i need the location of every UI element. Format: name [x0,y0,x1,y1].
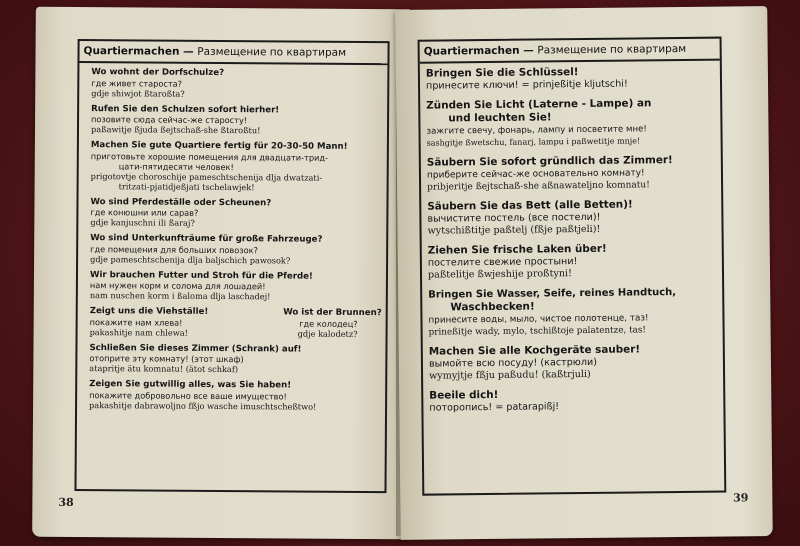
phrase-russian: покажите добровольно все ваше имущество! [89,389,287,401]
phrase-russian: зажгите свечу, фонарь, лампу и посветите мне! [426,124,647,137]
phrase-russian-line1: приготовьте хорошие помещения для двадцати-трид- [90,150,329,163]
phrase-russian: нам нужен корм и солома для лошадей! [89,280,266,292]
left-page-header [79,41,387,65]
phrase-entry [428,242,718,282]
phrase-transliteration: paßawitje ßjuda ßejtschaß-she ßtaroßtu! [90,124,261,136]
phrase-german: Bringen Sie die Schlüssel! [425,66,579,80]
phrase-transliteration: pakashitje nam chlewa! [89,326,188,338]
phrase-german: Bringen Sie Wasser, Seife, reines Handtuch, [428,287,677,301]
page-number-right: 39 [732,491,749,505]
phrase-german-line2: Waschbecken! [450,300,535,314]
phrase-transliteration: wytschißtitje paßtelj (fßje paßtjeli)! [427,223,601,237]
phrase-transliteration: wymyjtje fßju paßudu! (kaßtrjuli) [429,368,591,382]
phrase-german: Rufen Sie den Schulzen sofort hierher! [91,103,280,115]
phrase-german: Zeigt uns die Viehställe! [89,306,209,317]
phrase-entry [429,387,719,415]
phrase-entry-double [90,306,382,339]
phrase-russian: покажите нам хлева! [89,316,183,328]
phrase-russian: вымойте всю посуду! (кастрюли) [428,356,598,370]
left-phrase-list [89,67,383,418]
phrase-entry [91,140,383,193]
phrase-entry [90,233,382,266]
open-booklet [12,8,788,538]
header-german: Quartiermachen — [423,44,534,58]
right-page-header [420,39,720,64]
phrase-entry [90,197,382,230]
phrase-transliteration: prineßitje wady, mylo, tschißtoje palatentze, tas! [428,325,646,338]
phrase-russian: принесите ключи! = prinjeßitje kljutschi! [425,78,628,92]
phrase-entry [89,343,381,376]
phrase-german-b: Wo ist der Brunnen? [283,307,382,319]
phrase-entry [429,343,719,383]
header-russian: Размещение по квартирам [537,42,687,57]
phrase-russian: где конюшни или сарав? [90,207,199,218]
phrase-german-line2: und leuchten Sie! [448,111,552,125]
phrase-transliteration: pribjeritje ßejtschaß-she aßnawateljno komnatu! [427,180,650,193]
phrase-transliteration-b: gdje kalodetz? [297,328,358,339]
phrase-transliteration: paßtelitje ßwjeshije proßtyni! [427,268,573,281]
phrase-transliteration-line2: tritzati-pjatidjeßjati tschelawjek! [118,180,255,192]
phrase-russian: где помещения для больших повозок? [90,243,258,255]
phrase-russian-line2: цати-пятидесяти человек! [118,160,234,172]
phrase-german: Wo wohnt der Dorfschulze? [91,67,225,79]
phrase-russian: позовите сюда сейчас-же старосту! [91,114,248,126]
phrase-russian: отоприте эту комнату! (этот шкаф) [89,353,244,365]
phrase-russian: приберите сейчас-же основательно комнату! [426,168,645,181]
phrase-russian-b: где колодец? [299,318,358,329]
header-german: Quartiermachen — [83,45,194,58]
phrase-transliteration: prigotovtje choroschije pameschtschenija dlja dwatzati- [90,170,323,183]
phrase-transliteration: pakashitje dabrawoljno fßjo wasche imuschtscheßtwo! [89,399,317,412]
phrase-russian: вычистите постель (все постели)! [427,211,601,225]
page-left [32,7,410,540]
phrase-row [90,327,382,339]
phrase-transliteration: gdje pameschtschenija dlja baljschich pawosok? [90,253,291,265]
right-page-frame [418,37,727,496]
right-phrase-list [426,65,720,422]
left-page-frame [74,39,389,493]
phrase-german: Säubern Sie sofort gründlich das Zimmer! [426,154,673,169]
phrase-german: Zeigen Sie gutwillig alles, was Sie haben! [89,379,292,391]
phrase-german: Ziehen Sie frische Laken über! [427,242,607,257]
phrase-entry [427,154,717,194]
phrase-german: Wo sind Unterkunfträume für große Fahrzeuge? [90,233,323,245]
phrase-german: Machen Sie gute Quartiere fertig für 20-30-50 Mann! [90,140,348,152]
phrase-entry [426,65,716,93]
phrase-german: Schließen Sie dieses Zimmer (Schrank) auf! [89,342,302,355]
page-right [395,6,773,540]
phrase-entry [426,97,717,150]
phrase-transliteration: atapritje ätu komnatu! (ätot schkaf) [89,363,239,375]
phrase-russian: потoропись! = patarapißj! [429,401,560,414]
phrase-german: Beeile dich! [429,388,499,402]
phrase-entry [427,198,717,238]
phrase-transliteration: gdje shiwjot ßtaroßta? [91,87,185,99]
page-number-left: 38 [58,495,74,509]
phrase-entry [91,104,383,137]
phrase-german: Zünden Sie Licht (Laterne - Lampe) an [426,97,652,112]
phrase-russian: где живет староста? [91,77,183,89]
phrase-german: Wir brauchen Futter und Stroh für die Pferde! [89,269,313,282]
phrase-entry [89,379,381,412]
phrase-transliteration: gdje kanjuschni ili ßaraj? [90,217,195,228]
phrase-german: Wo sind Pferdeställe oder Scheunen? [90,196,272,208]
phrase-transliteration: sashgitje ßwetschu, fanarj, lampu i paßwetitje mnje! [426,136,641,148]
phrase-entry [428,286,719,339]
phrase-transliteration: nam nuschen korm i ßaloma dlja laschadej! [89,290,271,302]
phrase-russian: постелите свежие простыни! [427,256,578,269]
phrase-entry [90,270,382,303]
phrase-russian: принесите воды, мыло, чистое полотенце, таз! [428,313,649,326]
phrase-german: Säubern Sie das Bett (alle Betten)! [427,198,633,213]
header-russian: Размещение по квартирам [197,45,347,59]
phrase-german: Machen Sie alle Kochgeräte sauber! [428,343,641,358]
phrase-entry [91,67,383,100]
